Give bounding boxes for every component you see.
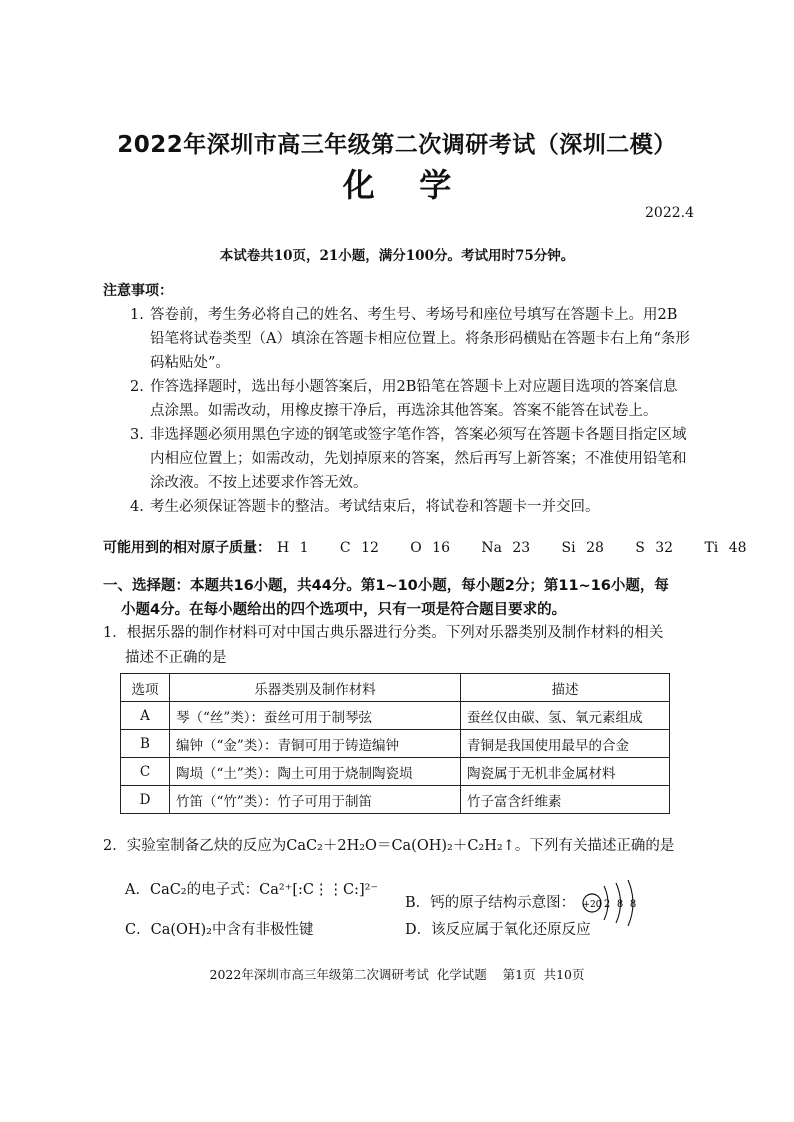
table-row	[121, 786, 670, 814]
atomic-masses	[103, 537, 747, 557]
shell-electron-count: 8	[629, 899, 636, 910]
table-cell: B	[121, 730, 170, 758]
question-1-line: 1．根据乐器的制作材料可对中国古典乐器进行分类。下列对乐器类别及制作材料的相关	[103, 625, 664, 641]
note-text: 考生必须保证答题卡的整洁。考试结束后，将试卷和答题卡一并交回。	[150, 499, 600, 515]
table-header: 描述	[461, 674, 670, 702]
subject-title: 化 学	[342, 166, 452, 204]
note-item	[130, 303, 690, 375]
notes-list	[130, 303, 690, 519]
section-1-line: 一、选择题：本题共16小题，共44分。第1~10小题，每小题2分；第11~16小题，每	[103, 578, 669, 594]
table-row	[121, 758, 670, 786]
option-d: D．该反应属于氧化还原反应	[405, 922, 591, 938]
question-1-table	[120, 673, 670, 814]
table-row	[121, 730, 670, 758]
table-cell: 竹笛（“竹”类）：竹子可用于制笛	[170, 786, 461, 814]
exam-intro: 本试卷共10页，21小题，满分100分。考试用时75分钟。	[219, 248, 575, 264]
table-row	[121, 702, 670, 730]
table-header: 乐器类别及制作材料	[170, 674, 461, 702]
note-text: 作答选择题时，选出每小题答案后，用2B铅笔在答题卡上对应题目选项的答案信息点涂黑。如需改动，用橡皮擦干净后，再选涂其他答案。答案不能答在试卷上。	[150, 379, 678, 419]
exam-title: 2022年深圳市高三年级第二次调研考试（深圳二模）	[117, 132, 677, 158]
table-header-row	[121, 674, 670, 702]
note-item	[130, 423, 690, 495]
note-text: 答卷前，考生务必将自己的姓名、考生号、考场号和座位号填写在答题卡上。用2B铅笔将试卷类型（A）填涂在答题卡相应位置上。将条形码横贴在答题卡右上角“条形码粘贴处”。	[150, 307, 690, 371]
table-cell: A	[121, 702, 170, 730]
note-item	[130, 495, 690, 519]
table-cell: C	[121, 758, 170, 786]
table-cell: 青铜是我国使用最早的合金	[461, 730, 670, 758]
option-a: A．CaC₂的电子式：Ca²⁺[:C⋮⋮C:]²⁻	[125, 882, 379, 898]
note-number: 2.	[130, 379, 144, 395]
table-cell: 陶埙（“土”类）：陶土可用于烧制陶瓷埙	[170, 758, 461, 786]
exam-date: 2022.4	[645, 205, 694, 221]
table-cell: 陶瓷属于无机非金属材料	[461, 758, 670, 786]
table-cell: 蚕丝仅由碳、氢、氧元素组成	[461, 702, 670, 730]
table-cell: 编钟（“金”类）：青铜可用于铸造编钟	[170, 730, 461, 758]
section-1-line: 小题4分。在每小题给出的四个选项中，只有一项是符合题目要求的。	[121, 602, 567, 618]
note-number: 4.	[130, 499, 144, 515]
note-text: 非选择题必须用黑色字迹的钢笔或签字笔作答，答案必须写在答题卡各题目指定区域内相应位置上；如需改动，先划掉原来的答案，然后再写上新答案；不准使用铅笔和涂改液。不按上述要求作答无效。	[150, 427, 687, 491]
section-1-instructions	[103, 574, 693, 622]
option-b-text: B．钙的原子结构示意图：	[405, 895, 576, 911]
note-number: 3.	[130, 427, 144, 443]
table-cell: D	[121, 786, 170, 814]
table-cell: 琴（“丝”类）：蚕丝可用于制琴弦	[170, 702, 461, 730]
page-footer: 2022年深圳市高三年级第二次调研考试 化学试题 第1页 共10页	[209, 967, 585, 982]
notes-heading: 注意事项：	[103, 283, 173, 299]
option-c: C．Ca(OH)₂中含有非极性键	[125, 922, 314, 938]
question-1-stem	[103, 621, 693, 671]
shell-electron-count: 8	[616, 899, 623, 910]
atomic-masses-label: 可能用到的相对原子质量：	[103, 540, 271, 556]
table-cell: 竹子富含纤维素	[461, 786, 670, 814]
atomic-masses-values: H 1 C 12 O 16 Na 23 Si 28 S 32 Ti 48	[277, 540, 747, 556]
note-number: 1.	[130, 307, 144, 323]
question-1-line: 描述不正确的是	[125, 650, 227, 666]
note-item	[130, 375, 690, 423]
shell-electron-count: 2	[603, 899, 610, 910]
table-header: 选项	[121, 674, 170, 702]
question-2-stem: 2．实验室制备乙炔的反应为CaC₂＋2H₂O＝Ca(OH)₂＋C₂H₂↑。下列有关描述正确的是	[103, 838, 675, 854]
nucleus-charge: +20	[582, 900, 602, 910]
